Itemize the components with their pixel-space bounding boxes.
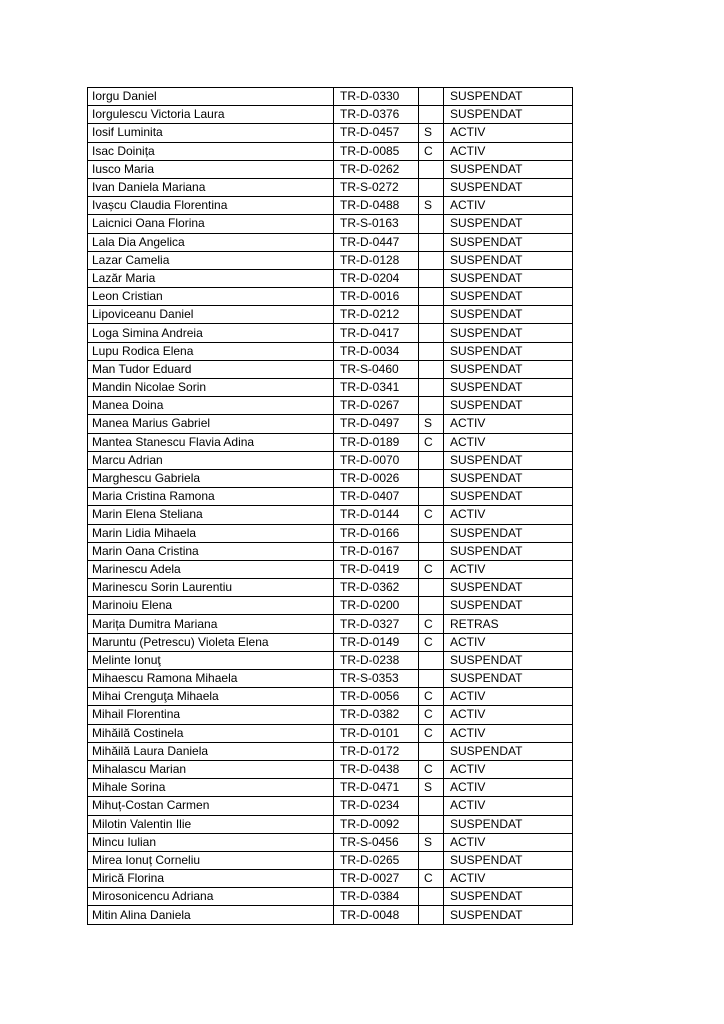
registration-code-cell: TR-S-0272 [334, 178, 419, 196]
member-name-cell: Manea Doina [88, 397, 334, 415]
table-row [88, 360, 573, 378]
member-name-cell: Mandin Nicolae Sorin [88, 379, 334, 397]
registration-code-cell: TR-D-0384 [334, 888, 419, 906]
status-cell: ACTIV [444, 833, 573, 851]
status-cell: SUSPENDAT [444, 251, 573, 269]
category-flag-cell: S [419, 779, 444, 797]
table-row [88, 197, 573, 215]
member-name-cell: Marița Dumitra Mariana [88, 615, 334, 633]
status-cell: SUSPENDAT [444, 851, 573, 869]
table-row [88, 724, 573, 742]
category-flag-cell [419, 488, 444, 506]
member-name-cell: Mihuț-Costan Carmen [88, 797, 334, 815]
table-row [88, 379, 573, 397]
category-flag-cell: C [419, 688, 444, 706]
status-cell: ACTIV [444, 506, 573, 524]
registration-code-cell: TR-D-0144 [334, 506, 419, 524]
status-cell: SUSPENDAT [444, 88, 573, 106]
status-cell: SUSPENDAT [444, 160, 573, 178]
category-flag-cell [419, 342, 444, 360]
category-flag-cell [419, 542, 444, 560]
status-cell: ACTIV [444, 797, 573, 815]
registration-code-cell: TR-D-0149 [334, 633, 419, 651]
category-flag-cell: C [419, 433, 444, 451]
registration-code-cell: TR-D-0048 [334, 906, 419, 924]
table-row [88, 178, 573, 196]
table-row [88, 124, 573, 142]
registration-code-cell: TR-D-0265 [334, 851, 419, 869]
status-cell: SUSPENDAT [444, 469, 573, 487]
table-row [88, 306, 573, 324]
category-flag-cell: C [419, 706, 444, 724]
member-name-cell: Marinescu Sorin Laurentiu [88, 579, 334, 597]
category-flag-cell: S [419, 415, 444, 433]
registration-code-cell: TR-D-0172 [334, 742, 419, 760]
registration-code-cell: TR-D-0204 [334, 269, 419, 287]
category-flag-cell: S [419, 197, 444, 215]
table-row [88, 542, 573, 560]
category-flag-cell [419, 215, 444, 233]
registration-code-cell: TR-D-0085 [334, 142, 419, 160]
member-name-cell: Iorgulescu Victoria Laura [88, 106, 334, 124]
category-flag-cell [419, 106, 444, 124]
table-row [88, 651, 573, 669]
member-name-cell: Man Tudor Eduard [88, 360, 334, 378]
status-cell: RETRAS [444, 615, 573, 633]
member-name-cell: Mantea Stanescu Flavia Adina [88, 433, 334, 451]
member-name-cell: Marinoiu Elena [88, 597, 334, 615]
registration-code-cell: TR-D-0497 [334, 415, 419, 433]
registration-code-cell: TR-D-0234 [334, 797, 419, 815]
category-flag-cell [419, 251, 444, 269]
status-cell: ACTIV [444, 706, 573, 724]
registration-code-cell: TR-D-0488 [334, 197, 419, 215]
registration-code-cell: TR-D-0407 [334, 488, 419, 506]
status-cell: ACTIV [444, 688, 573, 706]
table-row [88, 906, 573, 924]
member-name-cell: Manea Marius Gabriel [88, 415, 334, 433]
category-flag-cell: S [419, 833, 444, 851]
table-row [88, 851, 573, 869]
category-flag-cell [419, 306, 444, 324]
status-cell: SUSPENDAT [444, 269, 573, 287]
table-row [88, 88, 573, 106]
registration-code-cell: TR-D-0200 [334, 597, 419, 615]
member-name-cell: Lazar Camelia [88, 251, 334, 269]
registration-code-cell: TR-D-0327 [334, 615, 419, 633]
status-cell: SUSPENDAT [444, 379, 573, 397]
category-flag-cell [419, 597, 444, 615]
category-flag-cell: C [419, 142, 444, 160]
status-cell: SUSPENDAT [444, 306, 573, 324]
table-row [88, 233, 573, 251]
registry-table [87, 87, 573, 925]
category-flag-cell [419, 579, 444, 597]
registration-code-cell: TR-D-0330 [334, 88, 419, 106]
status-cell: SUSPENDAT [444, 815, 573, 833]
status-cell: ACTIV [444, 124, 573, 142]
category-flag-cell [419, 160, 444, 178]
category-flag-cell [419, 269, 444, 287]
status-cell: ACTIV [444, 633, 573, 651]
registration-code-cell: TR-D-0362 [334, 579, 419, 597]
registration-code-cell: TR-D-0166 [334, 524, 419, 542]
registration-code-cell: TR-D-0457 [334, 124, 419, 142]
table-row [88, 469, 573, 487]
category-flag-cell [419, 288, 444, 306]
status-cell: SUSPENDAT [444, 597, 573, 615]
registration-code-cell: TR-D-0382 [334, 706, 419, 724]
status-cell: SUSPENDAT [444, 579, 573, 597]
status-cell: SUSPENDAT [444, 906, 573, 924]
category-flag-cell [419, 851, 444, 869]
category-flag-cell: C [419, 506, 444, 524]
member-name-cell: Iorgu Daniel [88, 88, 334, 106]
table-row [88, 706, 573, 724]
category-flag-cell [419, 360, 444, 378]
member-name-cell: Milotin Valentin Ilie [88, 815, 334, 833]
registration-code-cell: TR-D-0101 [334, 724, 419, 742]
registration-code-cell: TR-D-0438 [334, 760, 419, 778]
status-cell: SUSPENDAT [444, 397, 573, 415]
table-row [88, 560, 573, 578]
member-name-cell: Maruntu (Petrescu) Violeta Elena [88, 633, 334, 651]
category-flag-cell [419, 379, 444, 397]
registration-code-cell: TR-D-0417 [334, 324, 419, 342]
category-flag-cell [419, 88, 444, 106]
table-row [88, 251, 573, 269]
member-name-cell: Lupu Rodica Elena [88, 342, 334, 360]
member-name-cell: Marin Lidia Mihaela [88, 524, 334, 542]
registration-code-cell: TR-D-0016 [334, 288, 419, 306]
status-cell: SUSPENDAT [444, 670, 573, 688]
registration-code-cell: TR-S-0353 [334, 670, 419, 688]
status-cell: SUSPENDAT [444, 360, 573, 378]
table-row [88, 106, 573, 124]
registration-code-cell: TR-S-0460 [334, 360, 419, 378]
registration-code-cell: TR-D-0212 [334, 306, 419, 324]
table-row [88, 833, 573, 851]
registration-code-cell: TR-D-0447 [334, 233, 419, 251]
status-cell: SUSPENDAT [444, 742, 573, 760]
status-cell: SUSPENDAT [444, 651, 573, 669]
table-row [88, 870, 573, 888]
category-flag-cell [419, 233, 444, 251]
category-flag-cell: C [419, 615, 444, 633]
member-name-cell: Mirea Ionuț Corneliu [88, 851, 334, 869]
member-name-cell: Mihai Crenguţa Mihaela [88, 688, 334, 706]
status-cell: SUSPENDAT [444, 488, 573, 506]
registration-code-cell: TR-D-0128 [334, 251, 419, 269]
category-flag-cell [419, 797, 444, 815]
category-flag-cell [419, 178, 444, 196]
category-flag-cell: C [419, 560, 444, 578]
registration-code-cell: TR-D-0262 [334, 160, 419, 178]
category-flag-cell [419, 651, 444, 669]
category-flag-cell: C [419, 724, 444, 742]
table-row [88, 760, 573, 778]
table-row [88, 815, 573, 833]
table-row [88, 579, 573, 597]
status-cell: SUSPENDAT [444, 342, 573, 360]
table-row [88, 142, 573, 160]
status-cell: ACTIV [444, 197, 573, 215]
member-name-cell: Isac Doinița [88, 142, 334, 160]
category-flag-cell [419, 815, 444, 833]
category-flag-cell: C [419, 633, 444, 651]
table-row [88, 451, 573, 469]
status-cell: ACTIV [444, 870, 573, 888]
status-cell: ACTIV [444, 779, 573, 797]
table-row [88, 160, 573, 178]
status-cell: SUSPENDAT [444, 215, 573, 233]
table-row [88, 633, 573, 651]
member-name-cell: Iusco Maria [88, 160, 334, 178]
member-name-cell: Ivan Daniela Mariana [88, 178, 334, 196]
status-cell: ACTIV [444, 142, 573, 160]
table-row [88, 415, 573, 433]
table-row [88, 488, 573, 506]
table-row [88, 688, 573, 706]
member-name-cell: Marinescu Adela [88, 560, 334, 578]
category-flag-cell [419, 397, 444, 415]
category-flag-cell: C [419, 870, 444, 888]
status-cell: SUSPENDAT [444, 324, 573, 342]
category-flag-cell: C [419, 760, 444, 778]
table-row [88, 779, 573, 797]
category-flag-cell [419, 451, 444, 469]
registration-code-cell: TR-D-0027 [334, 870, 419, 888]
status-cell: SUSPENDAT [444, 233, 573, 251]
member-name-cell: Maria Cristina Ramona [88, 488, 334, 506]
category-flag-cell [419, 524, 444, 542]
member-name-cell: Mirică Florina [88, 870, 334, 888]
category-flag-cell [419, 906, 444, 924]
member-name-cell: Marin Oana Cristina [88, 542, 334, 560]
member-name-cell: Mihail Florentina [88, 706, 334, 724]
member-name-cell: Lipoviceanu Daniel [88, 306, 334, 324]
table-row [88, 342, 573, 360]
category-flag-cell [419, 742, 444, 760]
member-name-cell: Ivașcu Claudia Florentina [88, 197, 334, 215]
status-cell: SUSPENDAT [444, 524, 573, 542]
category-flag-cell [419, 469, 444, 487]
registration-code-cell: TR-D-0167 [334, 542, 419, 560]
status-cell: SUSPENDAT [444, 888, 573, 906]
registration-code-cell: TR-D-0034 [334, 342, 419, 360]
member-name-cell: Mihale Sorina [88, 779, 334, 797]
category-flag-cell [419, 670, 444, 688]
registration-code-cell: TR-D-0471 [334, 779, 419, 797]
table-row [88, 670, 573, 688]
status-cell: SUSPENDAT [444, 451, 573, 469]
status-cell: ACTIV [444, 433, 573, 451]
status-cell: ACTIV [444, 724, 573, 742]
member-name-cell: Marghescu Gabriela [88, 469, 334, 487]
registry-table-body [88, 88, 573, 925]
status-cell: SUSPENDAT [444, 106, 573, 124]
member-name-cell: Melinte Ionuţ [88, 651, 334, 669]
member-name-cell: Mincu Iulian [88, 833, 334, 851]
status-cell: ACTIV [444, 415, 573, 433]
member-name-cell: Loga Simina Andreia [88, 324, 334, 342]
table-row [88, 742, 573, 760]
registration-code-cell: TR-D-0267 [334, 397, 419, 415]
registration-code-cell: TR-D-0056 [334, 688, 419, 706]
table-row [88, 397, 573, 415]
category-flag-cell: S [419, 124, 444, 142]
status-cell: SUSPENDAT [444, 178, 573, 196]
member-name-cell: Mitin Alina Daniela [88, 906, 334, 924]
table-row [88, 269, 573, 287]
table-row [88, 324, 573, 342]
table-row [88, 615, 573, 633]
registration-code-cell: TR-D-0189 [334, 433, 419, 451]
table-row [88, 597, 573, 615]
registration-code-cell: TR-D-0341 [334, 379, 419, 397]
table-row [88, 888, 573, 906]
member-name-cell: Marcu Adrian [88, 451, 334, 469]
member-name-cell: Mihalascu Marian [88, 760, 334, 778]
table-row [88, 433, 573, 451]
member-name-cell: Lazăr Maria [88, 269, 334, 287]
status-cell: SUSPENDAT [444, 288, 573, 306]
member-name-cell: Iosif Luminita [88, 124, 334, 142]
status-cell: ACTIV [444, 760, 573, 778]
registration-code-cell: TR-D-0238 [334, 651, 419, 669]
table-row [88, 215, 573, 233]
registration-code-cell: TR-S-0456 [334, 833, 419, 851]
member-name-cell: Lala Dia Angelica [88, 233, 334, 251]
registration-code-cell: TR-D-0419 [334, 560, 419, 578]
registration-code-cell: TR-S-0163 [334, 215, 419, 233]
status-cell: ACTIV [444, 560, 573, 578]
table-row [88, 797, 573, 815]
category-flag-cell [419, 324, 444, 342]
table-row [88, 506, 573, 524]
registration-code-cell: TR-D-0070 [334, 451, 419, 469]
category-flag-cell [419, 888, 444, 906]
member-name-cell: Mihăilă Laura Daniela [88, 742, 334, 760]
member-name-cell: Mirosonicencu Adriana [88, 888, 334, 906]
status-cell: SUSPENDAT [444, 542, 573, 560]
registration-code-cell: TR-D-0092 [334, 815, 419, 833]
member-name-cell: Mihăilă Costinela [88, 724, 334, 742]
member-name-cell: Leon Cristian [88, 288, 334, 306]
member-name-cell: Mihaescu Ramona Mihaela [88, 670, 334, 688]
member-name-cell: Laicnici Oana Florina [88, 215, 334, 233]
member-name-cell: Marin Elena Steliana [88, 506, 334, 524]
table-row [88, 288, 573, 306]
registration-code-cell: TR-D-0026 [334, 469, 419, 487]
table-row [88, 524, 573, 542]
registration-code-cell: TR-D-0376 [334, 106, 419, 124]
